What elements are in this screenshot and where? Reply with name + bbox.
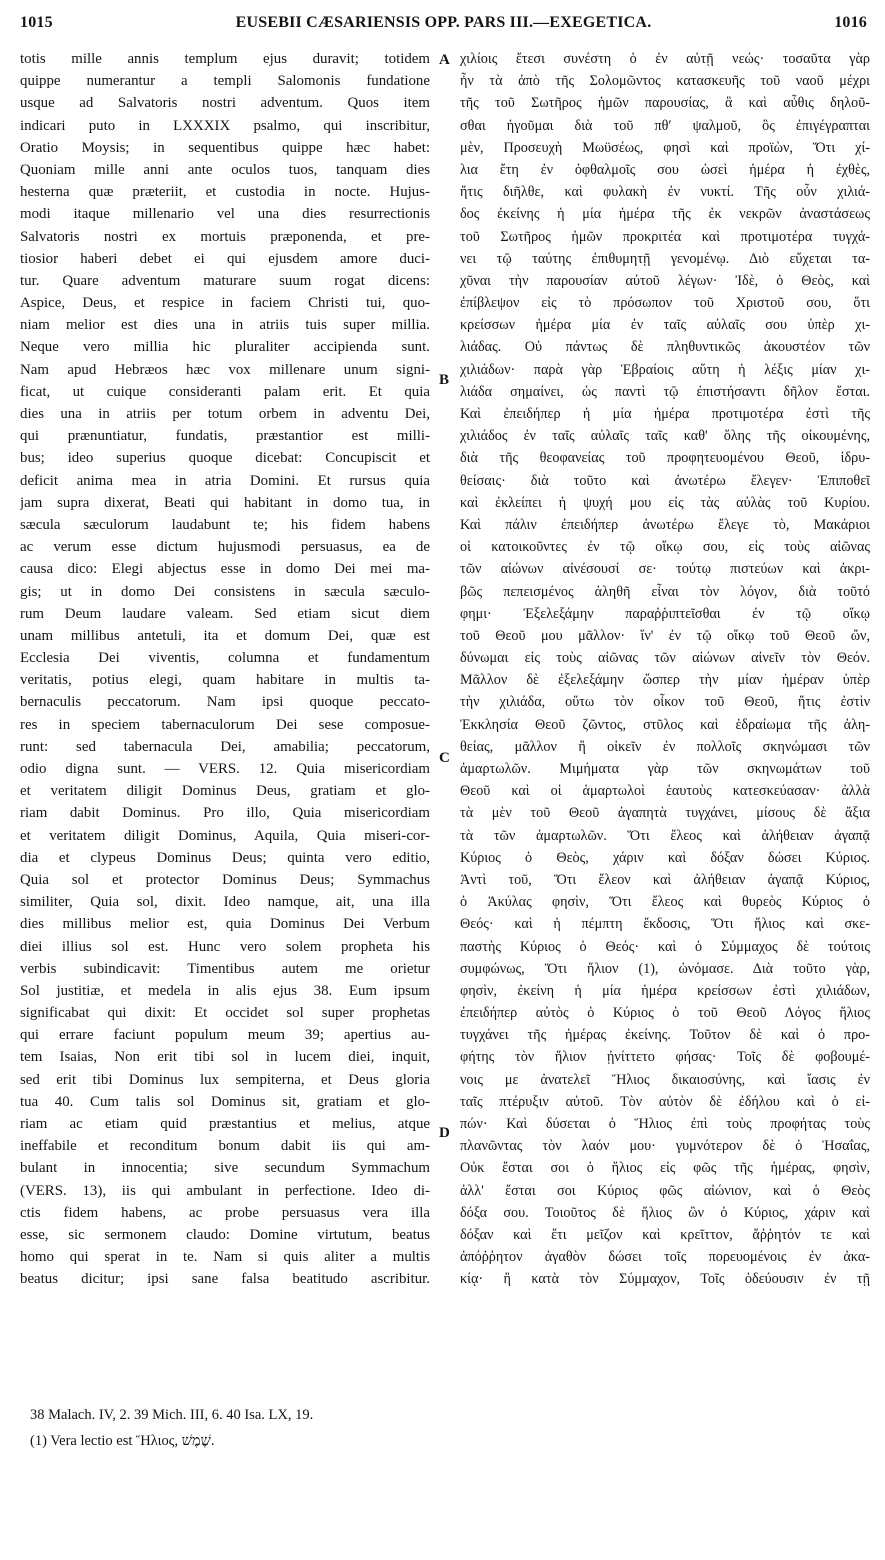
greek-line: τὴν χιλιάδα, οὕτω τὸν οἶκον τοῦ Θεοῦ, ἥτις ἐστὶν <box>460 694 870 711</box>
latin-line: bernaculis peccatorum. Nam ipsi quoque peccato- <box>20 694 430 711</box>
greek-line: πών· Καὶ δύσεται ὁ Ἥλιος ἐπὶ τοὺς προφήτας τοὺς <box>460 1116 870 1132</box>
greek-line: τῆς τοῦ Σωτῆρος ἡμῶν παρουσίας, ἃ καὶ αὖθις δηλοῦ- <box>460 95 870 112</box>
greek-line: δύνωμαι εἰς τοὺς αἰῶνας τῶν αἰώνων αἰνεῖν τὸν Θεόν. <box>460 650 870 667</box>
greek-line: ἀλλ' ἔσται σοι Κύριος φῶς αἰώνιον, καὶ ὁ Θεὸς <box>460 1182 870 1199</box>
latin-line: sæcula sæculorum laudabunt te; his fidem habens <box>20 516 430 533</box>
latin-line: similiter, Quia sol, dixit. Ideo namque, ait, una illa <box>20 894 430 911</box>
section-marker-c: C <box>439 750 450 766</box>
latin-line: causa dico: Elegi abjectus esse in domo Dei mei ma- <box>20 561 430 578</box>
greek-line: τὰ τῶν ἁμαρτωλῶν. Ὅτι ἔλεος καὶ ἀλήθειαν ἀγαπᾷ <box>460 827 870 844</box>
latin-line: significabat qui dixit: Et occidet sol super prophetas <box>20 1005 430 1022</box>
greek-line: θείσαις· διὰ τοῦτο καὶ ἀνωτέρω ἔλεγεν· Ἐπιποθεῖ <box>460 472 870 489</box>
greek-line: διὰ τῆς θεοφανείας τοῦ προφητευομένου Θεοῦ, ἱδρυ- <box>460 450 870 467</box>
section-marker-a: A <box>439 52 450 68</box>
greek-line: σθαι ἡγοῦμαι διὰ τοῦ πθʹ ψαλμοῦ, ὃς ἐπιγέγραπται <box>460 117 870 134</box>
latin-line: Neque vero millia hic pluraliter accipienda sunt. <box>20 339 430 356</box>
greek-column <box>460 48 870 1291</box>
greek-line: Θεός· καὶ ἡ πέμπτη ἔκδοσις, Ὅτι ἥλιος καὶ σκε- <box>460 916 870 933</box>
latin-line: hesterna quæ præteriit, et custodia in nocte. Hujus- <box>20 184 430 201</box>
greek-line: πλανῶντας τὸν λαόν μου· γυμνότερον δὲ ὁ Ἡσαΐας, <box>460 1138 870 1155</box>
greek-line: Ἀντὶ τοῦ, Ὅτι ἔλεον καὶ ἀλήθειαν ἀγαπᾷ Κύριος, <box>460 871 870 888</box>
latin-line: qui errare faciunt populum meum 39; apertius au- <box>20 1027 430 1044</box>
greek-line: ἦν τὰ ἀπὸ τῆς Σολομῶντος κατασκευῆς τοῦ ναοῦ μέχρι <box>460 73 870 90</box>
greek-line: ἥτις διῆλθε, καὶ φυλακὴ ἐν νυκτί. Τῆς οὖν χιλιά- <box>460 184 870 201</box>
page-number-left: 1015 <box>20 14 53 31</box>
latin-line: bulant in innocentia; sive secundum Symmachum <box>20 1160 430 1177</box>
running-header <box>20 14 867 40</box>
latin-line: riam ac etiam quid præstantius et melius, atque <box>20 1116 430 1132</box>
latin-line: tur. Quare adventum maturare suum rogat dicens: <box>20 272 430 289</box>
latin-line: indicari puto in LXXXIX psalmo, qui inscribitur, <box>20 117 430 134</box>
latin-line: dia et clypeus Dominus Deus; quinta vero editio, <box>20 849 430 866</box>
greek-line: μὲν, Προσευχὴ Μωϋσέως, φησὶ καὶ προϊὼν, Ὅτι χί- <box>460 139 870 156</box>
latin-line: niam melior est dies una in atriis tuis super millia. <box>20 317 430 334</box>
greek-line: νει τῷ ταύτης ἐπιθυμητῇ γενομένῳ. Διὸ εὔχεται τα- <box>460 250 870 267</box>
latin-line: esse, sic sermonem claudo: Domine virtutum, beatus <box>20 1226 430 1243</box>
latin-line: Sol justitiæ, et medela in alis ejus 38. Eum ipsum <box>20 982 430 999</box>
greek-line: Οὐκ ἔσται σοι ὁ ἥλιος εἰς φῶς τῆς ἡμέρας, φησὶν, <box>460 1160 870 1177</box>
latin-line: tiosior haberi debet ei qui ejusdem amore duci- <box>20 250 430 267</box>
latin-line: deficit anima mea in atria Domini. Et rursus quia <box>20 472 430 489</box>
latin-column <box>20 48 430 1291</box>
latin-line: ac verum esse dictum hujusmodi persuasus, ea de <box>20 539 430 556</box>
latin-line: quippe numerantur a templi Salomonis fundatione <box>20 73 430 90</box>
latin-line: Nam apud Hebræos hæc vox millenare unum signi- <box>20 361 430 378</box>
latin-line: bus; ideo superius quoque dicebat: Concupiscit et <box>20 450 430 467</box>
latin-line: homo qui sperat in te. Nam si quis aliter a multis <box>20 1249 430 1266</box>
greek-line: βῶς πεπεισμένος ἀληθῆ εἶναι τὸν λόγον, διὰ τοῦτό <box>460 583 870 600</box>
greek-line: κίᾳ· ἢ κατὰ τὸν Σύμμαχον, Τοῖς ὁδεύουσιν ἐν τῇ <box>460 1271 870 1288</box>
latin-line: qui prænuntiatur, fundatis, præstantior est milli- <box>20 428 430 445</box>
latin-line: usque ad Salvatoris nostri adventum. Quos item <box>20 95 430 112</box>
greek-line: καὶ ἐκλείπει ἡ ψυχή μου εἰς τὰς αὐλὰς τοῦ Κυρίου. <box>460 494 870 511</box>
greek-line: θείας, μᾶλλον ἢ οἰκεῖν ἐν πολλοῖς σκηνώμασι τῶν <box>460 738 870 755</box>
greek-line: φήτης τὸν ἥλιον ᾐνίττετο φήσας· Τοῖς δὲ φοβουμέ- <box>460 1049 870 1066</box>
greek-line: χιλίοις ἔτεσι συνέστη ὁ ἐν αὐτῇ νεώς· τοσαῦτα γὰρ <box>460 51 870 67</box>
latin-line: Quoniam mille anni ante oculos tuos, tanquam dies <box>20 161 430 178</box>
greek-line: Κύριος ὁ Θεὸς, χάριν καὶ δόξαν δώσει Κύριος. <box>460 849 870 866</box>
greek-line: χιλιάδων· παρὰ γὰρ Ἑβραίοις αὕτη ἡ λέξις μίαν χι- <box>460 361 870 378</box>
greek-line: τῶν αἰώνων αἰνέσουσί σε· τούτῳ πιστεύων καὶ ἀκρι- <box>460 561 870 578</box>
latin-line: ficat, ut cuique consideranti palam erit. Et quia <box>20 383 430 400</box>
footnote-1: (1) Vera lectio est Ἥλιος, שֶׁמֶשׁ. <box>30 1433 215 1449</box>
greek-line: κρείσσων ἡμέρα μία ἐν ταῖς αὐλαῖς σου ὑπὲρ χι- <box>460 317 870 334</box>
latin-line: (VERS. 13), iis qui ambulant in perfectione. Ideo di- <box>20 1182 430 1199</box>
latin-line: Salvatoris nostri ex mortuis præponenda, et pre- <box>20 228 430 245</box>
footnote-references: 38 Malach. IV, 2. 39 Mich. III, 6. 40 Isa. LX, 19. <box>30 1407 314 1423</box>
greek-line: δόξαν καὶ ἔτι μεῖζον καὶ κρεῖττον, ἄῤῥητόν τε καὶ <box>460 1226 870 1243</box>
greek-line: λιάδας. Οὐ πάντως δὲ πληθυντικῶς ἀκουστέον τῶν <box>460 339 870 356</box>
greek-line: τοῦ Θεοῦ μου μᾶλλον· ἵν' ἐν τῷ οἴκῳ τοῦ Θεοῦ ὤν, <box>460 627 870 644</box>
latin-line: et veritatem diligit Dominus Deus, gratiam et glo- <box>20 783 430 800</box>
greek-line: τὰ μὲν τοῦ Θεοῦ ἀγαπητὰ τυγχάνει, μίσους δὲ ἄξια <box>460 805 870 822</box>
latin-line: gis; ut in domo Dei consistens in sæcula sæculo- <box>20 583 430 600</box>
greek-line: οἱ κατοικοῦντες ἐν τῷ οἴκῳ σου, εἰς τοὺς αἰῶνας <box>460 539 870 556</box>
latin-line: modi itaque millenario vel una dies resurrectionis <box>20 206 430 223</box>
greek-line: χῦναι τὴν παρουσίαν αὐτοῦ λέγων· Ἰδὲ, ὁ Θεὸς, καὶ <box>460 272 870 289</box>
greek-line: παστὴς Κύριος ὁ Θεός· καὶ ὁ Σύμμαχος δὲ τούτοις <box>460 938 870 955</box>
section-marker-b: B <box>439 372 450 388</box>
latin-line: riam dabit Dominus. Pro illo, Quia misericordiam <box>20 805 430 822</box>
page-number-right: 1016 <box>834 14 867 31</box>
greek-line: ἀπόῤῥητον ἀγαθὸν δώσει τοῖς πορευομένοις ἐν ἀκα- <box>460 1249 870 1266</box>
greek-line: Ἐκκλησία Θεοῦ ζῶντος, στῦλος καὶ ἑδραίωμα τῆς ἀλη- <box>460 716 870 733</box>
latin-line: ineffabile et reconditum bonum dabit iis qui am- <box>20 1138 430 1155</box>
latin-line: runt: sed tabernacula Dei, amabilia; peccatorum, <box>20 738 430 755</box>
latin-line: dies millibus melior est, quia Dominus Dei Verbum <box>20 916 430 933</box>
latin-line: rum Deum laudare valeam. Sed etiam sicut diem <box>20 605 430 622</box>
greek-line: φησὶν, ἐκείνη ἡ μία ἡμέρα κρείσσων ἐστὶ χιλιάδων, <box>460 982 870 999</box>
greek-line: λιάδα σημαίνει, ὡς παντὶ τῷ ἐπιστήσαντι δῆλον ἔσται. <box>460 383 870 400</box>
latin-line: Oratio Moysis; in sequentibus quippe hæc habet: <box>20 139 430 156</box>
greek-line: ἁμαρτωλῶν. Μιμήματα γὰρ τῶν σκηνωμάτων τοῦ <box>460 761 870 777</box>
greek-line: δόξα σου. Τοιοῦτος δὲ ἥλιος ὢν ὁ Κύριος, χάριν καὶ <box>460 1204 870 1221</box>
latin-line: diei illius sol est. Hunc vero solem propheta his <box>20 938 430 955</box>
latin-line: Ecclesia Dei viventis, columna et fundamentum <box>20 650 430 667</box>
greek-line: Θεοῦ καὶ οἱ ἁμαρτωλοὶ ἑαυτοὺς κατεσκεύασαν· ἀλλὰ <box>460 783 870 800</box>
latin-line: sed erit tibi Dominus lux sempiterna, et Deus gloria <box>20 1071 430 1088</box>
latin-line: Quia sol et protector Dominus Deus; Symmachus <box>20 871 430 888</box>
latin-line: dies una in atriis per totum orbem in adventu Dei, <box>20 406 430 422</box>
greek-line: συμφώνως, Ὅτι ἥλιον (1), ὠνόμασε. Διὰ τοῦτο γὰρ, <box>460 960 870 977</box>
latin-line: totis mille annis templum ejus duravit; totidem <box>20 51 430 67</box>
greek-line: Καὶ πάλιν ἐπειδήπερ ἀνωτέρω ἔλεγε τὸ, Μακάριοι <box>460 516 870 533</box>
greek-line: Μᾶλλον δὲ ἐξελεξάμην ὥσπερ τὴν μίαν ἡμέραν ὑπὲρ <box>460 672 870 689</box>
latin-line: verbis subindicavit: Timentibus autem me orietur <box>20 960 430 977</box>
latin-line: odio digna sunt. — VERS. 12. Quia misericordiam <box>20 761 430 777</box>
greek-line: τοῦ Σωτῆρος ἡμῶν προκριτέα καὶ προτιμοτέρα τυγχά- <box>460 228 870 245</box>
greek-line: ἐπειδήπερ αὐτὸς ὁ Κύριος ὁ τοῦ Θεοῦ Λόγος ἥλιος <box>460 1005 870 1022</box>
running-title: EUSEBII CÆSARIENSIS OPP. PARS III.—EXEGETICA. <box>235 14 652 31</box>
latin-line: res in speciem tabernaculorum Dei sese composue- <box>20 716 430 733</box>
latin-line: Aspice, Deus, et respice in faciem Christi tui, quo- <box>20 295 430 312</box>
latin-line: unam millibus antetuli, ita et domum Dei, quæ est <box>20 627 430 644</box>
greek-line: νοις με ἀνατελεῖ Ἥλιος δικαιοσύνης, καὶ ἴασις ἐν <box>460 1071 870 1088</box>
latin-line: beatus dicitur; ipsi sane falsa beatitudo ascribitur. <box>20 1271 430 1288</box>
footnotes <box>30 1402 855 1454</box>
greek-line: ἐπίβλεψον εἰς τὸ πρόσωπον τοῦ Χριστοῦ σου, ὅτι <box>460 295 870 312</box>
greek-line: ὁ Ἀκύλας φησὶν, Ὅτι ἔλεος καὶ θυρεὸς Κύριος ὁ <box>460 894 870 911</box>
latin-line: et veritatem diligit Dominus, Aquila, Quia miseri-cor- <box>20 827 430 844</box>
greek-line: φημι· Ἐξελεξάμην παραῤῥιπτεῖσθαι ἐν τῷ οἴκῳ <box>460 605 870 622</box>
latin-line: tem Isaias, Non erit tibi sol in lucem diei, inquit, <box>20 1049 430 1066</box>
greek-line: λια ἔτη ἐν ὀφθαλμοῖς σου ὡσεὶ ἡμέρα ἡ ἐχθὲς, <box>460 161 870 178</box>
greek-line: χιλιάδος ἐν ταῖς αὐλαῖς ταῖς καθ' ὅλης τῆς οἰκουμένης, <box>460 428 870 445</box>
latin-line: veritatis, potius elegi, quam habitare in multis ta- <box>20 672 430 689</box>
greek-line: τυγχάνει τῆς ἡμέρας ἐκείνης. Τοῦτον δὲ καὶ ὁ προ- <box>460 1027 870 1044</box>
latin-line: ctis fidem habens, ac probe persuasus vera illa <box>20 1204 430 1221</box>
section-marker-d: D <box>439 1125 450 1141</box>
greek-line: δος ἐκείνης ἡ μία ἡμέρα τῆς ἐκ νεκρῶν ἀναστάσεως <box>460 206 870 223</box>
greek-line: Καὶ ἐπειδήπερ ἡ μία ἡμέρα προτιμοτέρα ἐστὶ τῆς <box>460 406 870 422</box>
latin-line: jam supra dixerat, Beati qui habitant in domo tua, in <box>20 494 430 511</box>
latin-line: tua 40. Cum talis sol Dominus sit, gratiam et glo- <box>20 1093 430 1110</box>
greek-line: ταῖς πτέρυξιν αὐτοῦ. Τὸν αὐτὸν δὲ ἐδήλου καὶ ὁ εἰ- <box>460 1093 870 1110</box>
